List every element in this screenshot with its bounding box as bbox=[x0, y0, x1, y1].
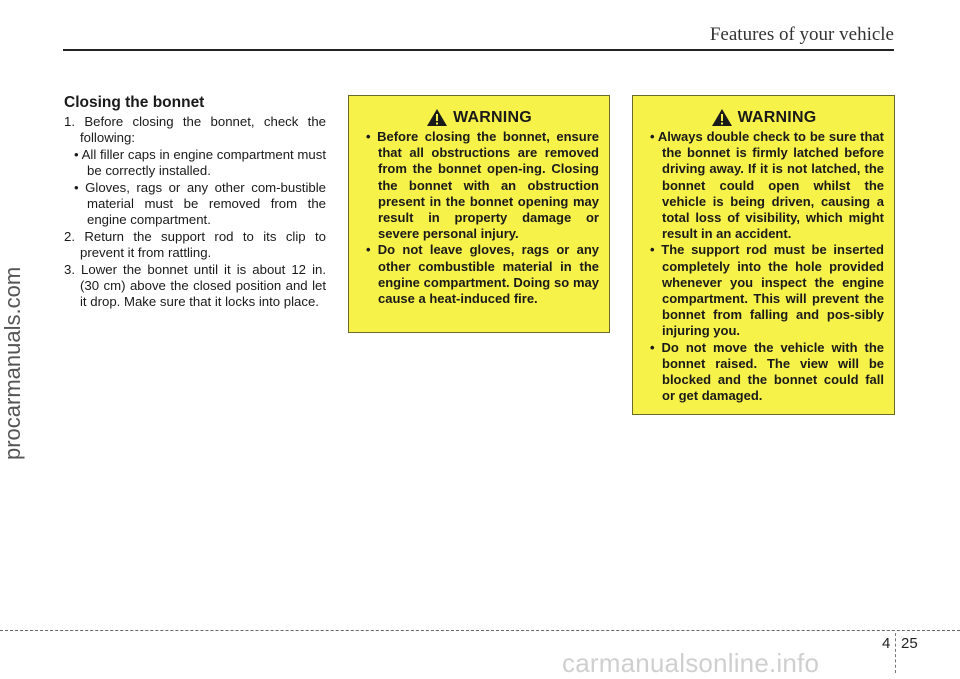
warning-item: • Always double check to be sure that the bonnet is firmly latched before driving away. If it is not latched, the bonnet could open whilst the vehicle is being driven, causing a total loss of visibility, which might result in an accident. bbox=[650, 129, 884, 242]
warning-item: • Do not leave gloves, rags or any other combustible material in the engine compartment. Doing so may cause a heat-induced fire. bbox=[366, 242, 599, 307]
warning-box-1 bbox=[348, 95, 610, 333]
left-column bbox=[64, 93, 326, 311]
bullet-filler-caps: • All filler caps in engine compartment must be correctly installed. bbox=[74, 146, 326, 179]
warning-item: • The support rod must be inserted completely into the hole provided whenever you inspect the engine compartment. This will prevent the bonnet from falling and pos-sibly injuring you. bbox=[650, 242, 884, 339]
chapter-number: 4 bbox=[882, 635, 891, 652]
page-header-title: Features of your vehicle bbox=[709, 24, 894, 45]
page-number: 25 bbox=[901, 635, 918, 652]
side-watermark-text: procarmanuals.com bbox=[0, 266, 25, 460]
header-rule bbox=[63, 49, 894, 51]
warning-heading bbox=[643, 108, 884, 127]
bullet-gloves-rags: • Gloves, rags or any other com-bustible material must be removed from the engine compartment. bbox=[74, 179, 326, 228]
step-2: 2. Return the support rod to its clip to prevent it from rattling. bbox=[64, 228, 326, 261]
warning-heading bbox=[359, 108, 599, 127]
section-heading: Closing the bonnet bbox=[64, 94, 205, 111]
step-3: 3. Lower the bonnet until it is about 12 in. (30 cm) above the closed position and let it drop. Make sure that it locks into place. bbox=[64, 261, 326, 310]
warning-item: • Do not move the vehicle with the bonnet raised. The view will be blocked and the bonnet could fall or get damaged. bbox=[650, 339, 884, 404]
step-1: 1. Before closing the bonnet, check the following: bbox=[64, 114, 326, 146]
warning-triangle-icon bbox=[711, 108, 733, 127]
page-number-divider bbox=[895, 633, 896, 673]
side-watermark bbox=[0, 0, 40, 676]
footer-rule bbox=[0, 630, 960, 631]
warning-heading-text: WARNING bbox=[453, 108, 532, 126]
footer-watermark: carmanualsonline.info bbox=[562, 648, 820, 678]
warning-heading-text: WARNING bbox=[737, 108, 817, 126]
warning-box-2 bbox=[632, 95, 895, 415]
warning-item: • Before closing the bonnet, ensure that all obstructions are removed from the bonnet open-ing. Closing the bonnet with an obstruction present in the bonnet opening may result in property damage or severe personal injury. bbox=[366, 129, 599, 242]
warning-triangle-icon bbox=[426, 108, 448, 127]
